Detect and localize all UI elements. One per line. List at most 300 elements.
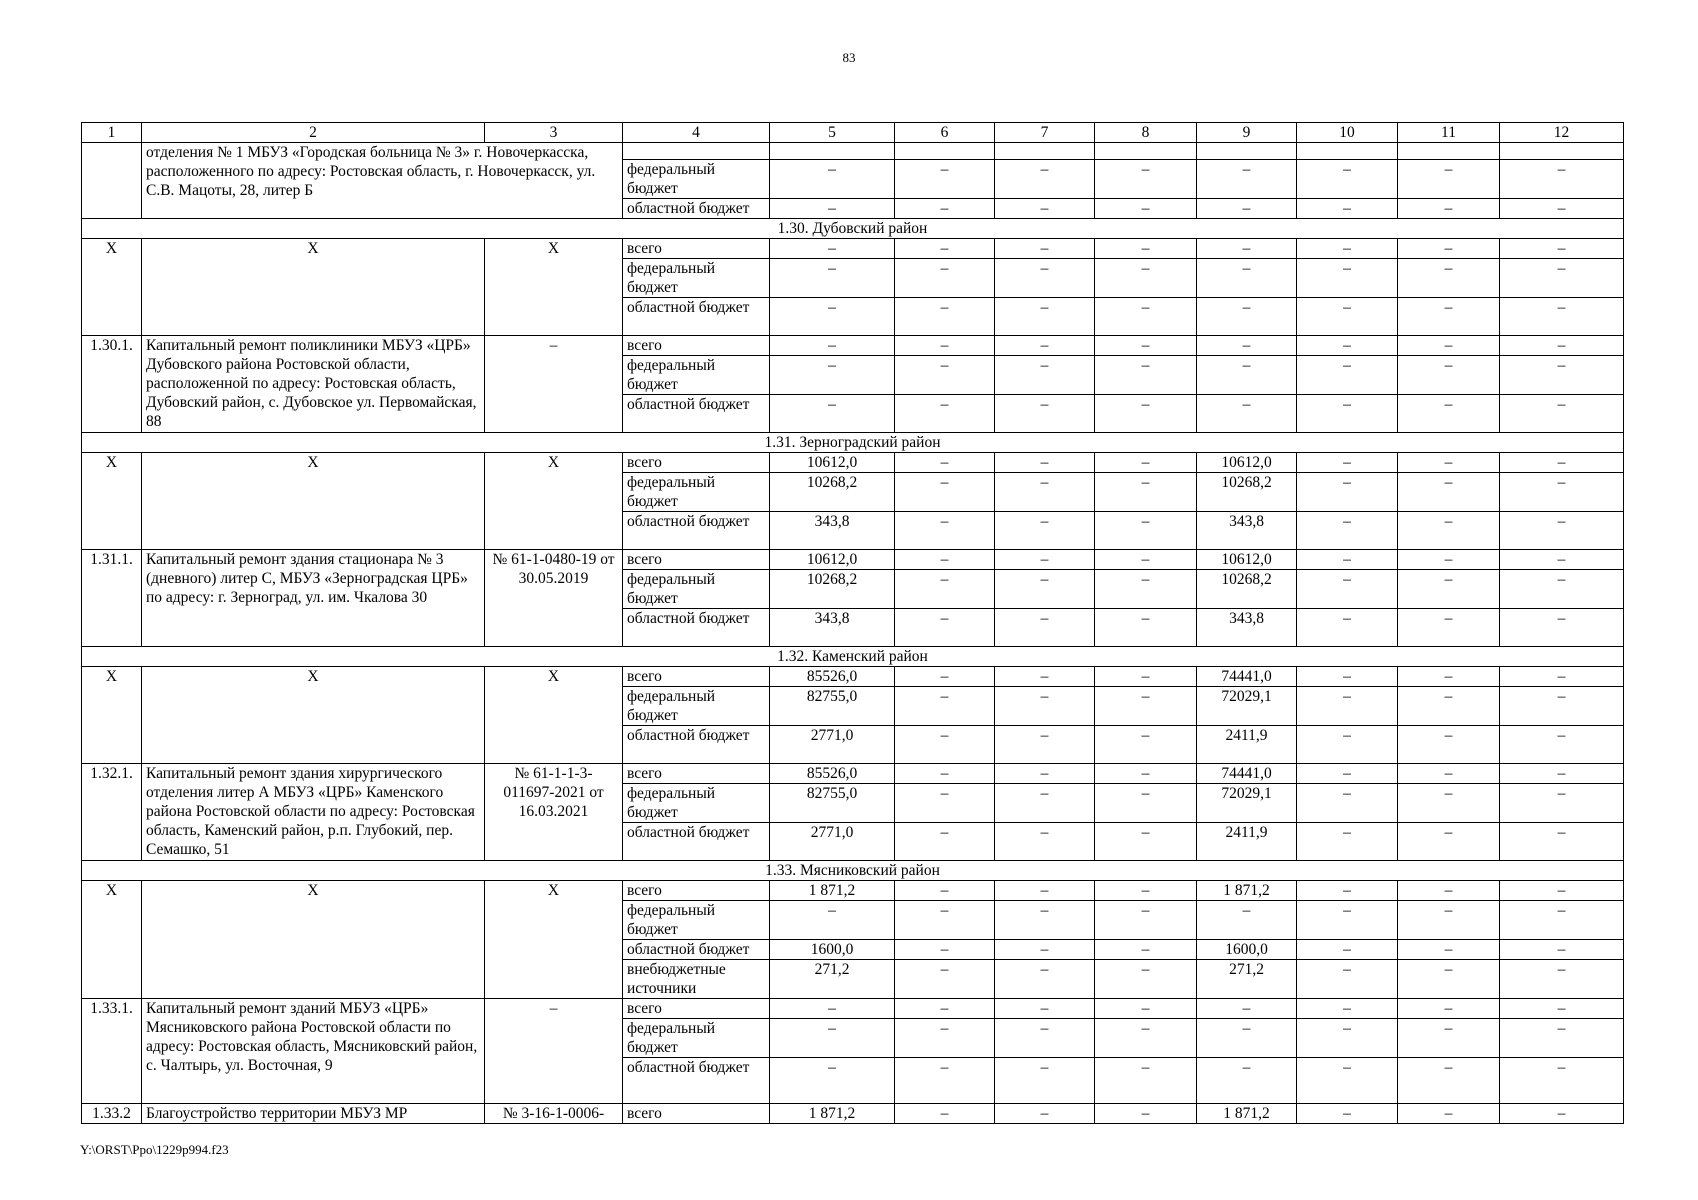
value-cell: 2771,0: [770, 726, 895, 764]
source-cell: областной бюджет: [623, 609, 770, 647]
value-cell: –: [1500, 356, 1624, 395]
value-cell: –: [1500, 199, 1624, 219]
value-cell: –: [1398, 764, 1500, 784]
value-cell: –: [895, 199, 995, 219]
value-cell: –: [1297, 298, 1398, 336]
col-num: 10: [1297, 123, 1398, 143]
value-cell: –: [1500, 960, 1624, 999]
col-num: 8: [1095, 123, 1197, 143]
value-cell: –: [995, 667, 1095, 687]
value-cell: –: [1095, 160, 1197, 199]
value-cell: –: [1095, 395, 1197, 433]
col-num: 3: [485, 123, 623, 143]
value-cell: –: [1095, 239, 1197, 259]
value-cell: –: [1095, 298, 1197, 336]
value-cell: 2771,0: [770, 823, 895, 861]
source-cell: всего: [623, 881, 770, 901]
source-cell: областной бюджет: [623, 940, 770, 960]
row-number-cell: [82, 143, 142, 219]
table-row: [82, 667, 1624, 687]
col-num: 5: [770, 123, 895, 143]
value-cell: –: [770, 259, 895, 298]
value-cell: –: [1500, 764, 1624, 784]
value-cell: –: [895, 1104, 995, 1124]
section-header-row: [82, 647, 1624, 667]
document-cell: Х: [485, 881, 623, 999]
value-cell: –: [1398, 1019, 1500, 1058]
value-cell: –: [1398, 687, 1500, 726]
value-cell: –: [995, 999, 1095, 1019]
value-cell: –: [995, 940, 1095, 960]
value-cell: –: [1398, 784, 1500, 823]
row-number-cell: 1.33.2: [82, 1104, 142, 1124]
source-cell: всего: [623, 999, 770, 1019]
value-cell: –: [1197, 336, 1297, 356]
value-cell: 10612,0: [1197, 550, 1297, 570]
value-cell: 85526,0: [770, 667, 895, 687]
source-cell: всего: [623, 1104, 770, 1124]
value-cell: –: [1095, 550, 1197, 570]
source-cell: областной бюджет: [623, 199, 770, 219]
table-row: [82, 881, 1624, 901]
source-cell: всего: [623, 764, 770, 784]
value-cell: –: [1500, 570, 1624, 609]
object-name-cell: Благоустройство территории МБУЗ МР: [142, 1104, 485, 1124]
source-cell: областной бюджет: [623, 512, 770, 550]
value-cell: –: [1297, 609, 1398, 647]
table-row: [82, 764, 1624, 784]
value-cell: –: [895, 999, 995, 1019]
value-cell: –: [895, 609, 995, 647]
value-cell: 271,2: [1197, 960, 1297, 999]
value-cell: –: [1197, 199, 1297, 219]
value-cell: –: [770, 1058, 895, 1104]
object-name-cell: Х: [142, 239, 485, 336]
document-cell: № 3-16-1-0006-: [485, 1104, 623, 1124]
source-cell: федеральный бюджет: [623, 784, 770, 823]
value-cell: –: [1197, 1058, 1297, 1104]
footer-file-path: Y:\ORST\Ppo\1229p994.f23: [80, 1142, 229, 1157]
value-cell: –: [995, 298, 1095, 336]
value-cell: –: [1297, 823, 1398, 861]
value-cell: 1 871,2: [770, 881, 895, 901]
value-cell: –: [1197, 901, 1297, 940]
value-cell: –: [895, 473, 995, 512]
value-cell: –: [1500, 784, 1624, 823]
value-cell: 2411,9: [1197, 726, 1297, 764]
value-cell: –: [1500, 473, 1624, 512]
value-cell: –: [1500, 609, 1624, 647]
source-cell: федеральный бюджет: [623, 1019, 770, 1058]
value-cell: –: [895, 1058, 995, 1104]
value-cell: –: [895, 453, 995, 473]
value-cell: –: [995, 687, 1095, 726]
source-cell: федеральный бюджет: [623, 473, 770, 512]
source-cell: внебюджетные источники: [623, 960, 770, 999]
value-cell: –: [1398, 298, 1500, 336]
value-cell: –: [1095, 199, 1197, 219]
value-cell: –: [1197, 160, 1297, 199]
value-cell: –: [1500, 726, 1624, 764]
value-cell: 1 871,2: [770, 1104, 895, 1124]
table-row: [82, 550, 1624, 570]
source-cell: федеральный бюджет: [623, 356, 770, 395]
value-cell: –: [995, 395, 1095, 433]
value-cell: –: [895, 1019, 995, 1058]
value-cell: –: [1398, 570, 1500, 609]
value-cell: –: [995, 764, 1095, 784]
value-cell: –: [770, 336, 895, 356]
value-cell: –: [1500, 259, 1624, 298]
value-cell: –: [995, 1019, 1095, 1058]
value-cell: –: [1297, 940, 1398, 960]
value-cell: –: [1398, 940, 1500, 960]
value-cell: –: [895, 726, 995, 764]
value-cell: –: [995, 960, 1095, 999]
value-cell: –: [1398, 259, 1500, 298]
value-cell: –: [1398, 960, 1500, 999]
row-number-cell: Х: [82, 239, 142, 336]
value-cell: –: [1095, 687, 1197, 726]
section-header-row: [82, 433, 1624, 453]
value-cell: –: [1297, 726, 1398, 764]
value-cell: 10268,2: [1197, 570, 1297, 609]
value-cell: –: [770, 356, 895, 395]
source-cell: областной бюджет: [623, 298, 770, 336]
value-cell: –: [1095, 473, 1197, 512]
value-cell: –: [1197, 999, 1297, 1019]
document-cell: Х: [485, 239, 623, 336]
document-cell: № 61-1-1-3-011697-2021 от 16.03.2021: [485, 764, 623, 861]
value-cell: –: [995, 823, 1095, 861]
value-cell: 74441,0: [1197, 667, 1297, 687]
object-name-cell: Х: [142, 881, 485, 999]
budget-table: [81, 122, 1624, 1124]
row-number-cell: 1.33.1.: [82, 999, 142, 1104]
value-cell: –: [895, 239, 995, 259]
value-cell: –: [1095, 999, 1197, 1019]
table-row: [82, 336, 1624, 356]
value-cell: –: [895, 901, 995, 940]
value-cell: –: [770, 901, 895, 940]
value-cell: –: [995, 453, 1095, 473]
table-row: [82, 1104, 1624, 1124]
value-cell: –: [895, 881, 995, 901]
value-cell: –: [1197, 356, 1297, 395]
value-cell: 10612,0: [770, 453, 895, 473]
value-cell: –: [895, 356, 995, 395]
object-name-cell: Х: [142, 667, 485, 764]
value-cell: –: [1297, 881, 1398, 901]
value-cell: –: [1095, 336, 1197, 356]
value-cell: –: [1095, 881, 1197, 901]
value-cell: –: [1500, 881, 1624, 901]
value-cell: –: [1398, 356, 1500, 395]
value-cell: –: [895, 336, 995, 356]
value-cell: –: [1297, 239, 1398, 259]
row-number-cell: Х: [82, 453, 142, 550]
source-cell: областной бюджет: [623, 823, 770, 861]
source-cell: всего: [623, 453, 770, 473]
value-cell: –: [1297, 512, 1398, 550]
value-cell: –: [995, 199, 1095, 219]
value-cell: –: [995, 726, 1095, 764]
value-cell: –: [1095, 1019, 1197, 1058]
value-cell: –: [995, 1058, 1095, 1104]
value-cell: 82755,0: [770, 784, 895, 823]
table-row: [82, 453, 1624, 473]
value-cell: –: [995, 784, 1095, 823]
value-cell: 1 871,2: [1197, 881, 1297, 901]
table-row: [82, 999, 1624, 1019]
value-cell: –: [1297, 570, 1398, 609]
value-cell: –: [1297, 667, 1398, 687]
value-cell: –: [1398, 160, 1500, 199]
value-cell: –: [1297, 199, 1398, 219]
value-cell: –: [895, 960, 995, 999]
value-cell: 271,2: [770, 960, 895, 999]
value-cell: –: [1297, 1104, 1398, 1124]
value-cell: –: [1197, 298, 1297, 336]
col-num: 12: [1500, 123, 1624, 143]
value-cell: –: [1500, 999, 1624, 1019]
value-cell: 2411,9: [1197, 823, 1297, 861]
value-cell: –: [1500, 1019, 1624, 1058]
value-cell: –: [1297, 356, 1398, 395]
value-cell: 343,8: [770, 512, 895, 550]
value-cell: –: [1095, 667, 1197, 687]
value-cell: –: [1398, 823, 1500, 861]
value-cell: –: [1500, 395, 1624, 433]
section-title: 1.33. Мясниковский район: [82, 861, 1624, 881]
value-cell: –: [995, 336, 1095, 356]
object-name-cell: Капитальный ремонт поликлиники МБУЗ «ЦРБ» Дубовского района Ростовской области, расположенной по адресу: Ростовская область, Дубовский район, с. Дубовское ул. Первомайская, 88: [142, 336, 485, 433]
value-cell: –: [995, 259, 1095, 298]
value-cell: –: [1197, 1019, 1297, 1058]
value-cell: –: [1095, 940, 1197, 960]
value-cell: 343,8: [1197, 512, 1297, 550]
value-cell: –: [895, 512, 995, 550]
value-cell: 343,8: [770, 609, 895, 647]
value-cell: –: [995, 473, 1095, 512]
source-cell: федеральный бюджет: [623, 570, 770, 609]
value-cell: –: [1297, 473, 1398, 512]
document-cell: Х: [485, 453, 623, 550]
value-cell: 85526,0: [770, 764, 895, 784]
row-number-cell: Х: [82, 881, 142, 999]
value-cell: –: [1095, 259, 1197, 298]
col-num: 9: [1197, 123, 1297, 143]
value-cell: –: [1398, 609, 1500, 647]
section-title: 1.32. Каменский район: [82, 647, 1624, 667]
value-cell: 10612,0: [1197, 453, 1297, 473]
value-cell: –: [770, 160, 895, 199]
value-cell: –: [1095, 453, 1197, 473]
document-cell: –: [485, 336, 623, 433]
source-cell: всего: [623, 550, 770, 570]
value-cell: –: [770, 298, 895, 336]
value-cell: –: [995, 160, 1095, 199]
value-cell: –: [1500, 823, 1624, 861]
value-cell: –: [1500, 1058, 1624, 1104]
section-header-row: [82, 861, 1624, 881]
value-cell: –: [770, 1019, 895, 1058]
object-name-cell: Капитальный ремонт здания стационара № 3 (дневного) литер С, МБУЗ «Зерноградская ЦРБ» по адресу: г. Зерноград, ул. им. Чкалова 30: [142, 550, 485, 647]
value-cell: –: [1500, 298, 1624, 336]
value-cell: –: [1297, 764, 1398, 784]
value-cell: –: [1500, 667, 1624, 687]
row-number-cell: 1.30.1.: [82, 336, 142, 433]
value-cell: –: [1297, 784, 1398, 823]
value-cell: –: [895, 259, 995, 298]
source-cell: областной бюджет: [623, 395, 770, 433]
value-cell: –: [1398, 726, 1500, 764]
value-cell: –: [1500, 239, 1624, 259]
value-cell: –: [1398, 901, 1500, 940]
value-cell: –: [1095, 570, 1197, 609]
document-cell: Х: [485, 667, 623, 764]
source-cell: областной бюджет: [623, 726, 770, 764]
value-cell: –: [1398, 999, 1500, 1019]
value-cell: –: [1398, 550, 1500, 570]
value-cell: –: [1197, 395, 1297, 433]
value-cell: 72029,1: [1197, 784, 1297, 823]
value-cell: –: [1297, 999, 1398, 1019]
value-cell: –: [895, 823, 995, 861]
section-title: 1.30. Дубовский район: [82, 219, 1624, 239]
source-cell: всего: [623, 667, 770, 687]
document-cell: –: [485, 999, 623, 1104]
value-cell: 74441,0: [1197, 764, 1297, 784]
source-cell: федеральный бюджет: [623, 259, 770, 298]
value-cell: –: [1398, 239, 1500, 259]
value-cell: –: [895, 160, 995, 199]
value-cell: –: [995, 1104, 1095, 1124]
page-number: 83: [842, 50, 856, 65]
value-cell: –: [1297, 453, 1398, 473]
col-num: 4: [623, 123, 770, 143]
col-num: 2: [142, 123, 485, 143]
value-cell: 10268,2: [770, 473, 895, 512]
value-cell: –: [895, 570, 995, 609]
source-cell: федеральный бюджет: [623, 160, 770, 199]
value-cell: –: [1500, 687, 1624, 726]
value-cell: –: [1500, 1104, 1624, 1124]
value-cell: –: [1095, 823, 1197, 861]
value-cell: –: [1095, 764, 1197, 784]
value-cell: 1 871,2: [1197, 1104, 1297, 1124]
value-cell: –: [1297, 550, 1398, 570]
value-cell: –: [770, 239, 895, 259]
value-cell: 10612,0: [770, 550, 895, 570]
value-cell: –: [895, 667, 995, 687]
source-cell: всего: [623, 336, 770, 356]
value-cell: –: [895, 395, 995, 433]
value-cell: –: [1297, 960, 1398, 999]
value-cell: –: [895, 784, 995, 823]
value-cell: 72029,1: [1197, 687, 1297, 726]
value-cell: –: [1500, 512, 1624, 550]
object-name-cell: отделения № 1 МБУЗ «Городская больница № 3» г. Новочеркасска, расположенного по адресу: Ростовская область, г. Новочеркасск, ул. С.В. Мацоты, 28, литер Б: [142, 143, 623, 219]
value-cell: –: [1398, 199, 1500, 219]
value-cell: –: [770, 999, 895, 1019]
value-cell: 82755,0: [770, 687, 895, 726]
value-cell: 1600,0: [770, 940, 895, 960]
value-cell: 1600,0: [1197, 940, 1297, 960]
value-cell: –: [1398, 473, 1500, 512]
value-cell: –: [995, 609, 1095, 647]
col-num: 7: [995, 123, 1095, 143]
value-cell: –: [895, 550, 995, 570]
row-number-cell: Х: [82, 667, 142, 764]
value-cell: –: [1297, 160, 1398, 199]
value-cell: –: [895, 764, 995, 784]
value-cell: –: [995, 239, 1095, 259]
value-cell: –: [1297, 259, 1398, 298]
value-cell: 343,8: [1197, 609, 1297, 647]
value-cell: –: [1500, 940, 1624, 960]
value-cell: –: [1297, 901, 1398, 940]
value-cell: –: [1398, 336, 1500, 356]
row-number-cell: 1.32.1.: [82, 764, 142, 861]
value-cell: –: [1500, 336, 1624, 356]
col-num: 6: [895, 123, 995, 143]
value-cell: –: [1095, 726, 1197, 764]
value-cell: –: [1398, 881, 1500, 901]
object-name-cell: Капитальный ремонт здания хирургического отделения литер А МБУЗ «ЦРБ» Каменского района Ростовской области по адресу: Ростовская область, Каменский район, р.п. Глубокий, пер. Семашко, 51: [142, 764, 485, 861]
object-name-cell: Х: [142, 453, 485, 550]
value-cell: –: [895, 940, 995, 960]
value-cell: –: [895, 687, 995, 726]
source-cell: всего: [623, 239, 770, 259]
value-cell: –: [995, 570, 1095, 609]
col-num: 11: [1398, 123, 1500, 143]
column-number-row: [82, 123, 1624, 143]
value-cell: –: [1095, 356, 1197, 395]
source-cell: федеральный бюджет: [623, 901, 770, 940]
value-cell: –: [1297, 395, 1398, 433]
value-cell: –: [1398, 395, 1500, 433]
table-row: [82, 143, 1624, 160]
value-cell: –: [995, 550, 1095, 570]
document-cell: № 61-1-0480-19 от 30.05.2019: [485, 550, 623, 647]
value-cell: –: [1297, 336, 1398, 356]
table-row: [82, 239, 1624, 259]
value-cell: –: [995, 901, 1095, 940]
source-cell: областной бюджет: [623, 1058, 770, 1104]
value-cell: –: [1095, 512, 1197, 550]
value-cell: –: [1297, 1058, 1398, 1104]
value-cell: 10268,2: [770, 570, 895, 609]
value-cell: 10268,2: [1197, 473, 1297, 512]
source-cell: федеральный бюджет: [623, 687, 770, 726]
value-cell: –: [1500, 160, 1624, 199]
value-cell: –: [995, 512, 1095, 550]
value-cell: –: [1500, 453, 1624, 473]
value-cell: –: [1095, 1058, 1197, 1104]
value-cell: –: [1398, 1104, 1500, 1124]
value-cell: –: [1197, 239, 1297, 259]
value-cell: –: [1095, 960, 1197, 999]
value-cell: –: [770, 395, 895, 433]
row-number-cell: 1.31.1.: [82, 550, 142, 647]
section-header-row: [82, 219, 1624, 239]
section-title: 1.31. Зерноградский район: [82, 433, 1624, 453]
value-cell: –: [1398, 667, 1500, 687]
value-cell: –: [1500, 901, 1624, 940]
value-cell: –: [1297, 1019, 1398, 1058]
col-num: 1: [82, 123, 142, 143]
